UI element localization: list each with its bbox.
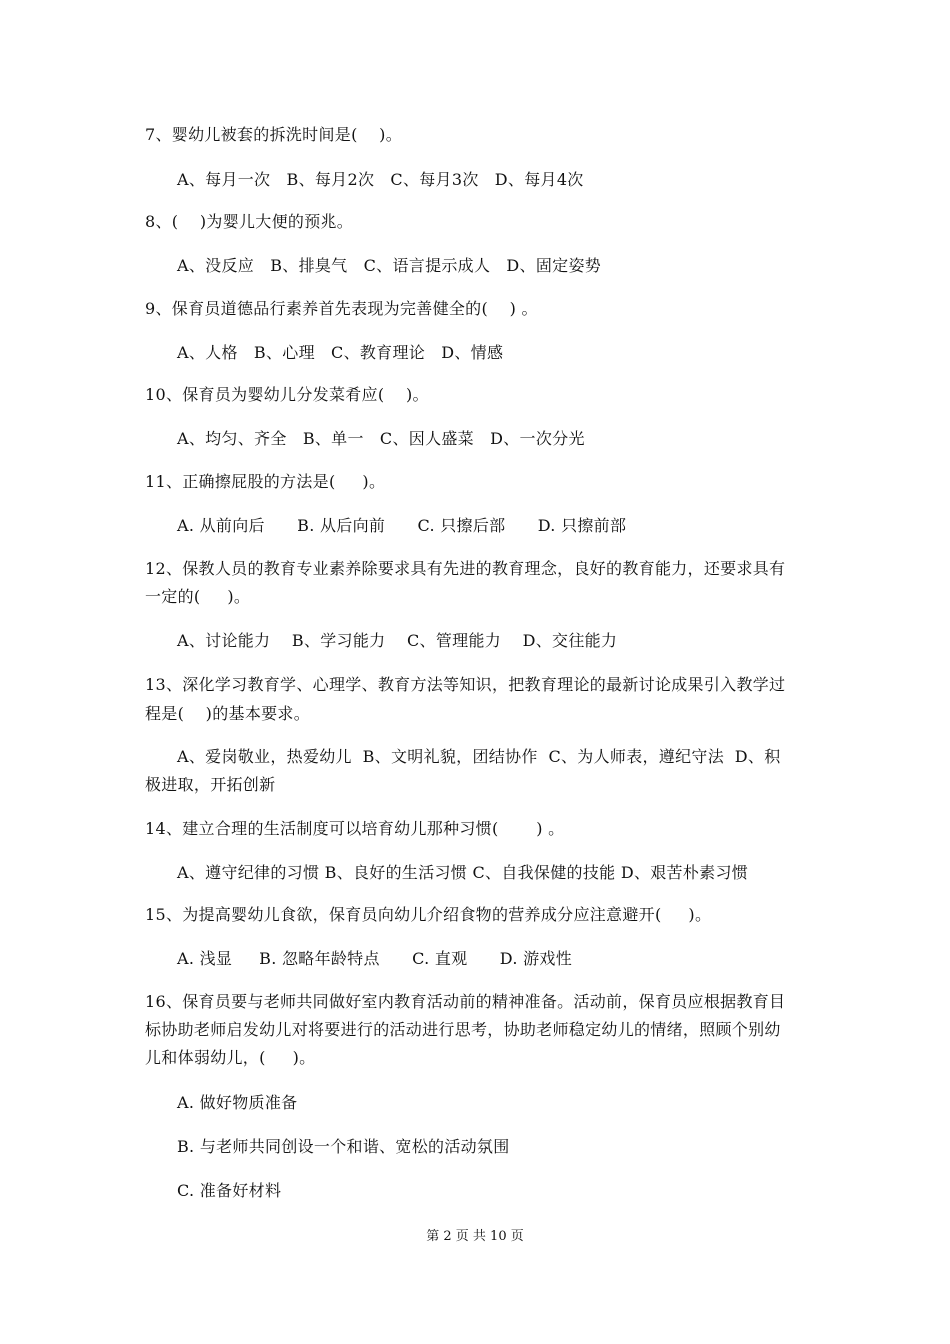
question-16-option-a: A. 做好物质准备 (177, 1093, 298, 1112)
page-number-footer: 第 2 页 共 10 页 (426, 1229, 524, 1244)
question-16-text-line-1: 16、保育员要与老师共同做好室内教育活动前的精神准备。活动前，保育员应根据教育目 (145, 992, 786, 1011)
question-11-text: 11、正确擦屁股的方法是( )。 (145, 472, 386, 491)
question-12-options: A、讨论能力 B、学习能力 C、管理能力 D、交往能力 (177, 631, 618, 650)
question-8-text: 8、( )为婴儿大便的预兆。 (145, 212, 354, 231)
question-10-options: A、均匀、齐全 B、单一 C、因人盛菜 D、一次分光 (177, 429, 585, 448)
question-13-options-line-2: 极进取，开拓创新 (145, 775, 276, 794)
question-7-options: A、每月一次 B、每月2次 C、每月3次 D、每月4次 (177, 170, 584, 189)
question-14-text: 14、建立合理的生活制度可以培育幼儿那种习惯( ) 。 (145, 819, 565, 838)
question-10-text: 10、保育员为婴幼儿分发菜肴应( )。 (145, 385, 429, 404)
question-16-option-c: C. 准备好材料 (177, 1181, 282, 1200)
question-15-text: 15、为提高婴幼儿食欲，保育员向幼儿介绍食物的营养成分应注意避开( )。 (145, 905, 712, 924)
question-13-text-line-2: 程是( )的基本要求。 (145, 704, 311, 723)
question-16-text-line-2: 标协助老师启发幼儿对将要进行的活动进行思考，协助老师稳定幼儿的情绪，照顾个别幼 (145, 1020, 781, 1039)
question-16-text-line-3: 儿和体弱幼儿，( )。 (145, 1048, 316, 1067)
question-9-options: A、人格 B、心理 C、教育理论 D、情感 (177, 343, 504, 362)
question-14-options: A、遵守纪律的习惯 B、良好的生活习惯 C、自我保健的技能 D、艰苦朴素习惯 (177, 863, 749, 882)
question-15-options: A. 浅显 B. 忽略年龄特点 C. 直观 D. 游戏性 (177, 949, 572, 968)
question-13-options-line-1: A、爱岗敬业，热爱幼儿 B、文明礼貌，团结协作 C、为人师表，遵纪守法 D、积 (177, 747, 781, 766)
question-8-options: A、没反应 B、排臭气 C、语言提示成人 D、固定姿势 (177, 256, 602, 275)
question-11-options: A. 从前向后 B. 从后向前 C. 只擦后部 D. 只擦前部 (177, 516, 627, 535)
question-16-option-b: B. 与老师共同创设一个和谐、宽松的活动氛围 (177, 1137, 510, 1156)
question-9-text: 9、保育员道德品行素养首先表现为完善健全的( ) 。 (145, 299, 538, 318)
question-12-text-line-1: 12、保教人员的教育专业素养除要求具有先进的教育理念，良好的教育能力，还要求具有 (145, 559, 786, 578)
question-13-text-line-1: 13、深化学习教育学、心理学、教育方法等知识，把教育理论的最新讨论成果引入教学过 (145, 675, 786, 694)
question-12-text-line-2: 一定的( )。 (145, 587, 251, 606)
question-7-text: 7、婴幼儿被套的拆洗时间是( )。 (145, 125, 403, 144)
